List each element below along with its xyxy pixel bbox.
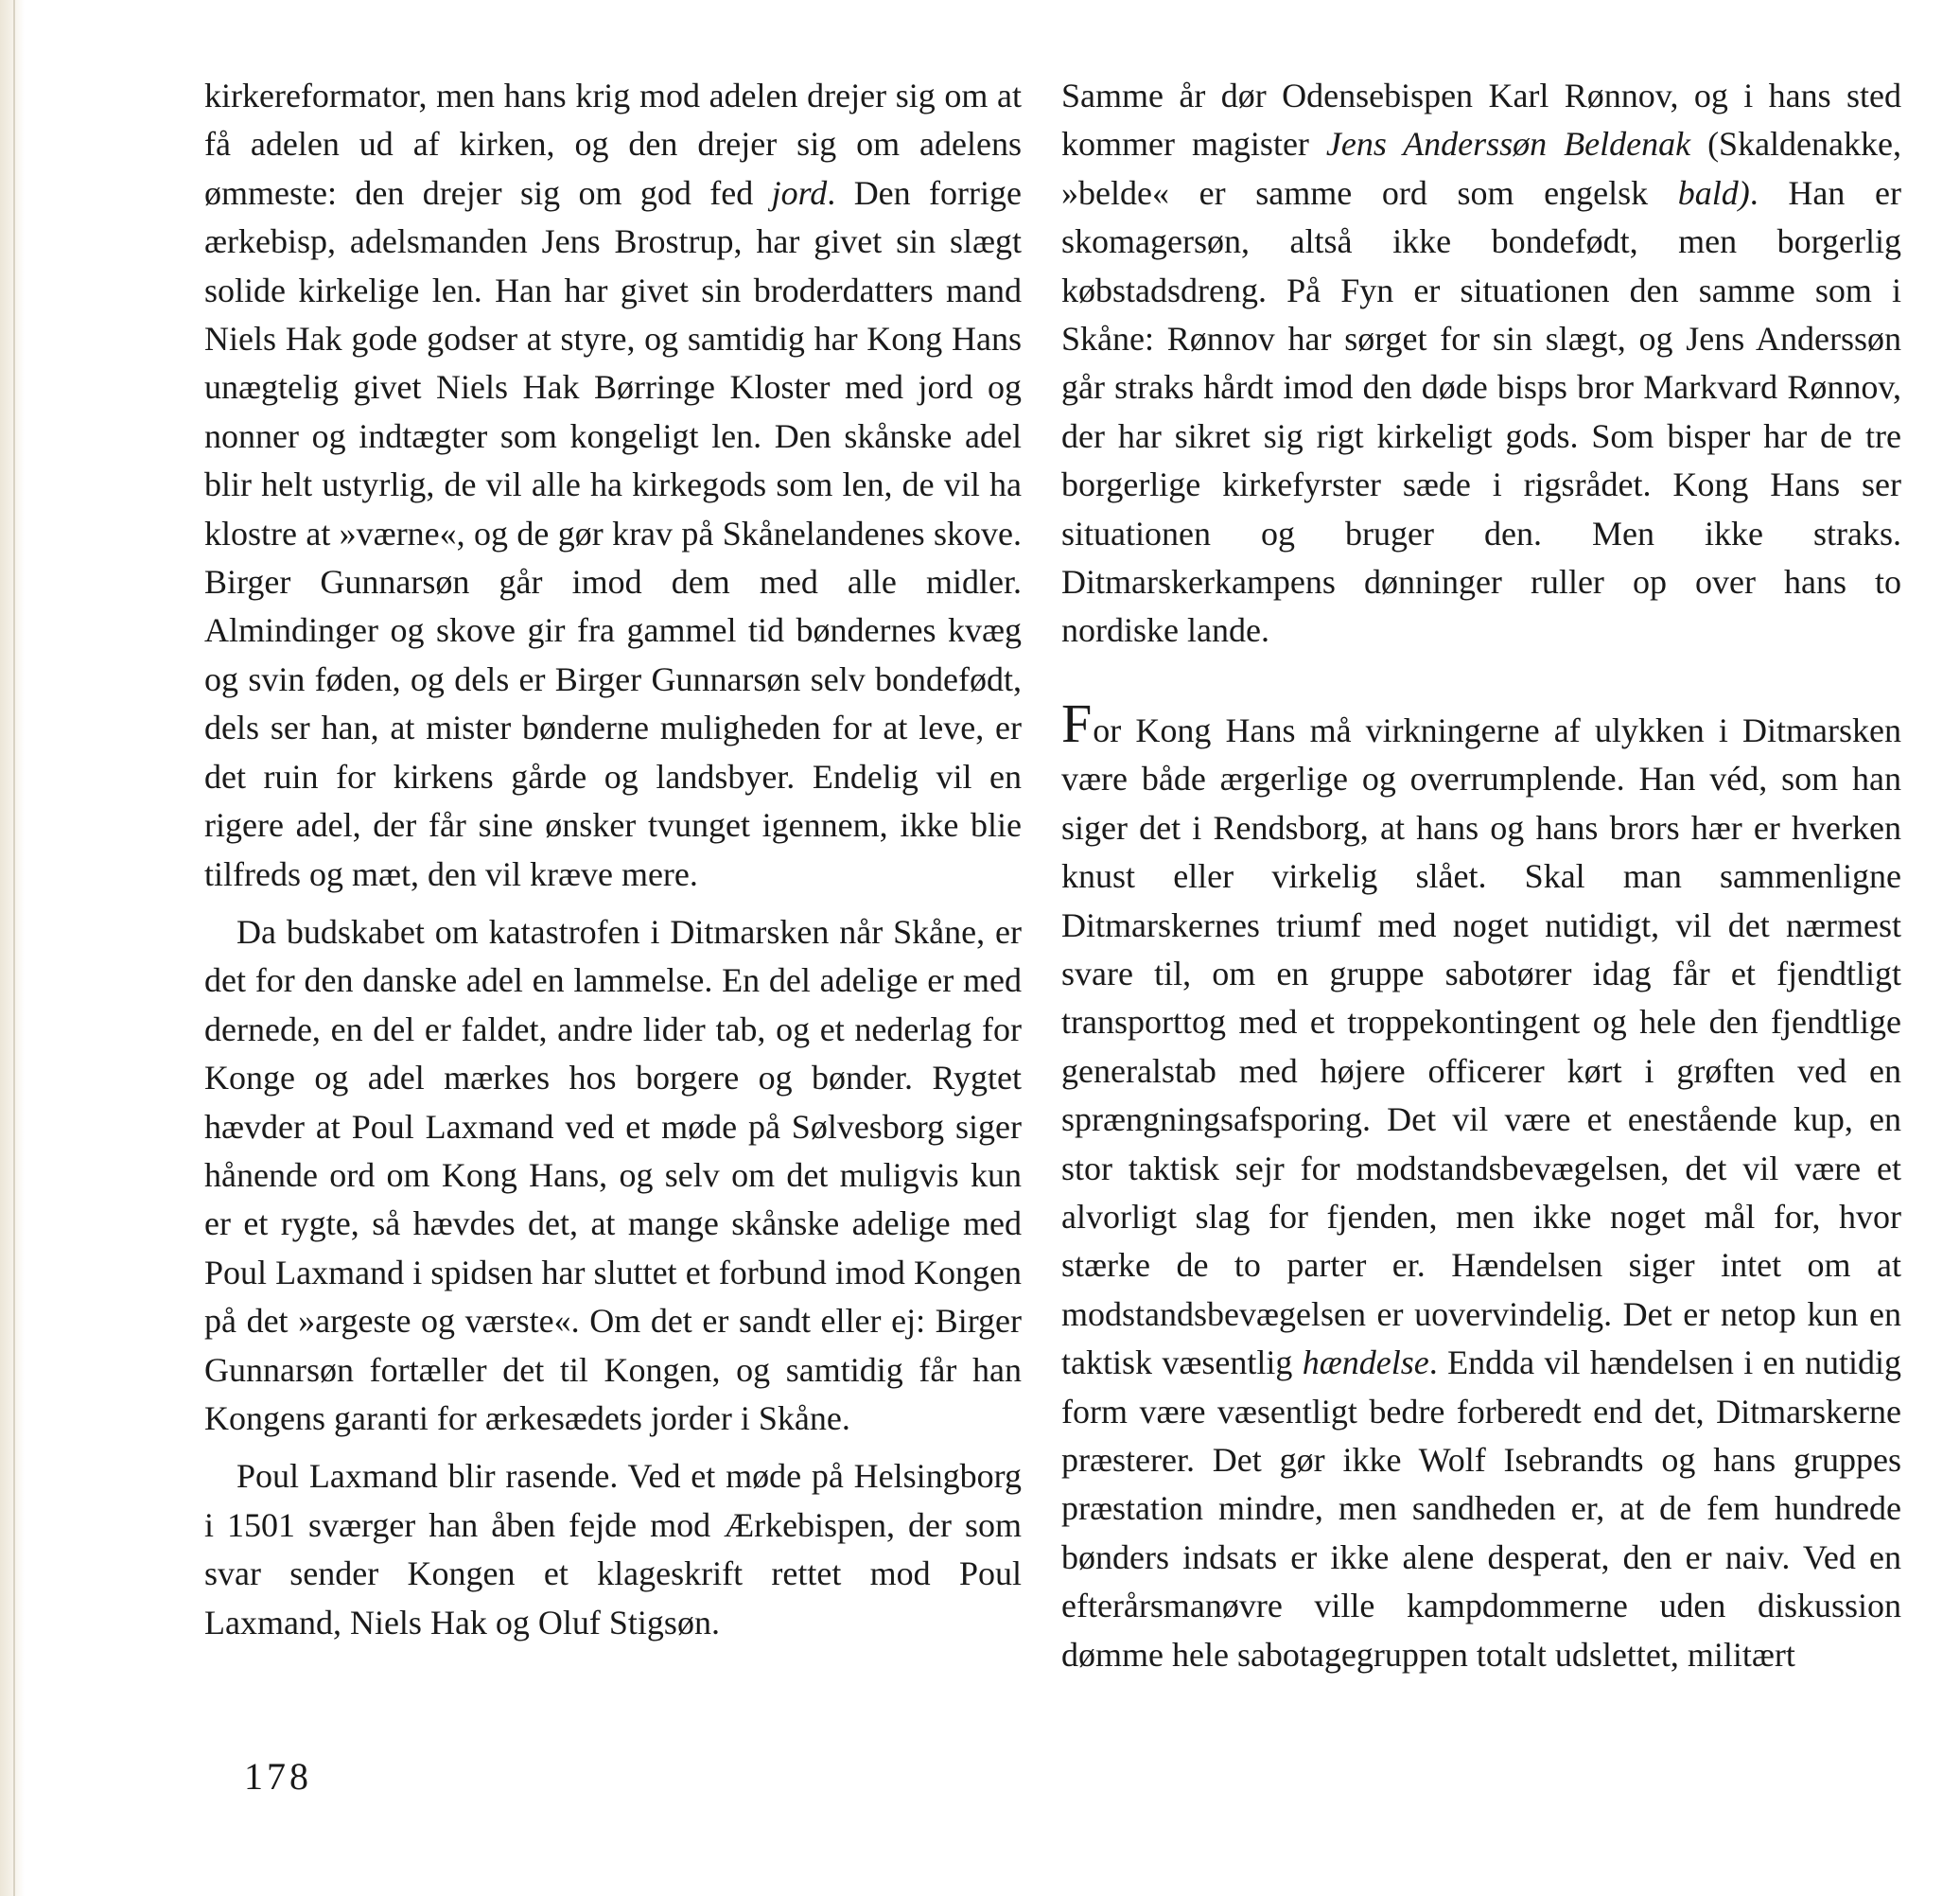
left-p1-seg-1-italic: jord [771,173,828,212]
right-p1-seg-1-italic: Jens Anderssøn Beldenak [1325,125,1691,164]
right-p2-seg-0: or Kong Hans må virkningerne af ulykken i Ditmarsken være både ærgerlige og overrumplende. Han véd, som han siger det i Rendsborg, at hans og hans brors hær er hverken knust eller virkelig slået. Skal man sammenligne Ditmarskernes triumf med noget nutidigt, vil det nærmest svare til, om en gruppe sabotører idag får et fjendtligt transporttog med et troppekontingent og hele den fjendtlige generalstab med højere officerer kørt i grøften ved en sprængningsafsporing. Det vil være et enestående kup, en stor taktisk sejr for modstandsbevægelsen, det vil være et alvorligt slag for fjenden, men ikke noget mål for, hvor stærke de to parter er. Hændelsen siger intet om at modstandsbevægelsen er uovervindelig. Det er netop kun en taktisk væsentlig [1061,711,1901,1382]
right-column [1061,72,1901,1679]
left-paragraph-2: Da budskabet om katastrofen i Ditmarsken når Skåne, er det for den danske adel en lammelse. En del adelige er med dernede, en del er faldet, andre lider tab, og et nederlag for Konge og adel mærkes hos borgere og bønder. Rygtet hævder at Poul Laxmand ved et møde på Sølvesborg siger hånende ord om Kong Hans, og selv om det muligvis kun er et rygte, så hævdes det, at mange skånske adelige med Poul Laxmand i spidsen har sluttet et forbund imod Kongen på det »argeste og værste«. Om det er sandt eller ej: Birger Gunnarsøn fortæller det til Kongen, og samtidig får han Kongens garanti for ærkesædets jorder i Skåne. [204,912,1022,1437]
drop-cap: F [1061,692,1094,754]
right-p2-seg-1-italic: hændelse [1302,1343,1429,1382]
right-p1-seg-2: (Skaldenakke, »belde« er samme ord som engelsk [1061,125,1901,212]
right-paragraph-1 [1061,72,1901,656]
left-paragraph-3: Poul Laxmand blir rasende. Ved et møde på Helsingborg i 1501 sværger han åben fejde mod Ærkebispen, der som svar sender Kongen et klageskrift rettet mod Poul Laxmand, Niels Hak og Oluf Stigsøn. [204,1457,1022,1641]
page-gutter [0,0,25,1896]
page-number: 178 [244,1755,312,1798]
left-column [204,72,1022,1647]
right-paragraph-2 [1061,692,1901,1679]
left-p1-seg-0: kirkereformator, men hans krig mod adelen drejer sig om at få adelen ud af kirken, og den drejer sig om adelens ømmeste: den drejer sig om god fed [204,77,1022,212]
right-p1-seg-3-italic: bald) [1677,173,1750,212]
left-paragraph-1 [204,72,1022,899]
right-p1-seg-4: . Han er skomagersøn, altså ikke bondefødt, men borgerlig købstadsdreng. På Fyn er situationen den samme som i Skåne: Rønnov har sørget for sin slægt, og Jens Anderssøn går straks hårdt imod den døde bisps bror Markvard Rønnov, der har sikret sig rigt kirkeligt gods. Som bisper har de tre borgerlige kirkefyrster sæde i rigsrådet. Kong Hans ser situationen og bruger den. Men ikke straks. Ditmarskerkampens dønninger ruller op over hans to nordiske lande. [1061,173,1901,650]
right-p1-seg-0: Samme år dør Odensebispen Karl Rønnov, og i hans sted kommer magister [1061,77,1901,164]
left-p1-seg-2: . Den forrige ærkebisp, adelsmanden Jens Brostrup, har givet sin slægt solide kirkelige len. Han har givet sin broderdatters mand Niels Hak gode godser at styre, og samtidig har Kong Hans unægtelig givet Niels Hak Børringe Kloster med jord og nonner og indtægter som kongeligt len. Den skånske adel blir helt ustyrlig, de vil alle ha kirkegods som len, de vil ha klostre at »værne«, og de gør krav på Skånelandenes skove. Birger Gunnarsøn går imod dem med alle midler. Almindinger og skove gir fra gammel tid bøndernes kvæg og svin føden, og dels er Birger Gunnarsøn selv bondefødt, dels ser han, at mister bønderne muligheden for at leve, er det ruin for kirkens gårde og landsbyer. Endelig vil en rigere adel, der får sine ønsker tvunget igennem, ikke blie tilfreds og mæt, den vil kræve mere. [204,173,1022,893]
page-gutter-line [13,0,15,1896]
right-p2-seg-2: . Endda vil hændelsen i en nutidig form være væsentligt bedre forberedt end det, Ditmarskerne præsterer. Det gør ikke Wolf Isebrandts og hans gruppes præstation mindre, men sandheden er, at de fem hundrede bønders indsats er ikke alene desperat, den er naiv. Ved en efterårsmanøvre ville kampdommerne uden diskussion dømme hele sabotagegruppen totalt udslettet, militært [1061,1343,1901,1674]
